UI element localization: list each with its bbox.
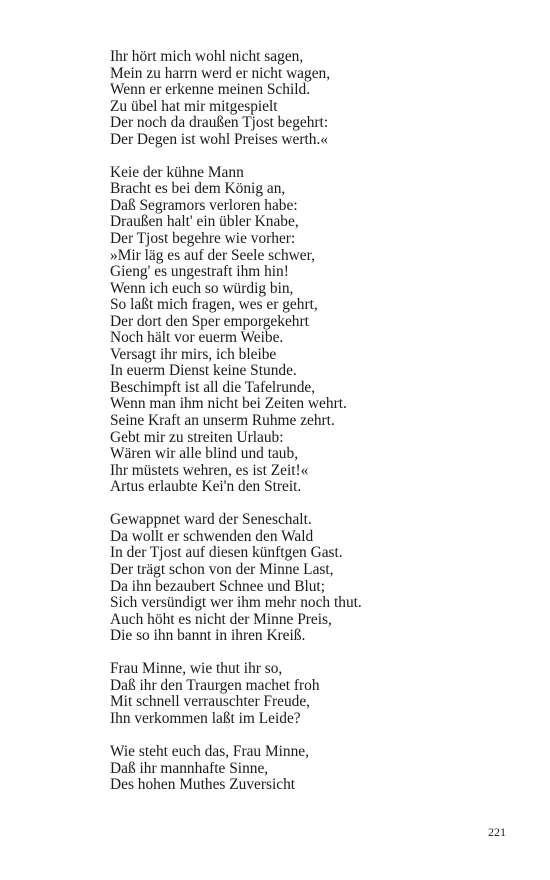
verse-line: Ihr müstets wehren, es ist Zeit!« xyxy=(110,461,309,479)
verse-line: Der Degen ist wohl Preises werth.« xyxy=(110,130,328,148)
verse-line: Wenn ich euch so würdig bin, xyxy=(110,279,294,297)
verse-line: Da ihn bezaubert Schnee und Blut; xyxy=(110,577,325,595)
verse-line: Sich versündigt wer ihm mehr noch thut. xyxy=(110,594,362,612)
verse-line: Der noch da draußen Tjost begehrt: xyxy=(110,114,329,132)
verse-line: Draußen halt' ein übler Knabe, xyxy=(110,213,299,231)
verse-line: Der Tjost begehre wie vorher: xyxy=(110,230,296,248)
verse-line: Zu übel hat mir mitgespielt xyxy=(110,97,278,115)
verse-line: In der Tjost auf diesen künftgen Gast. xyxy=(110,544,343,562)
verse-line: Gieng' es ungestraft ihm hin! xyxy=(110,263,289,281)
stanza xyxy=(110,49,510,148)
verse-line: Ihr hört mich wohl nicht sagen, xyxy=(110,48,304,65)
verse-line: Seine Kraft an unserm Ruhme zehrt. xyxy=(110,412,335,430)
verse-line: Mein zu harrn werd er nicht wagen, xyxy=(110,64,331,82)
verse-line: In euerm Dienst keine Stunde. xyxy=(110,362,297,380)
verse-line: Daß ihr den Traurgen machet froh xyxy=(110,676,320,694)
verse-line: Frau Minne, wie thut ihr so, xyxy=(110,660,283,678)
verse-line: Da wollt er schwenden den Wald xyxy=(110,527,314,545)
verse-line: Wären wir alle blind und taub, xyxy=(110,445,299,463)
stanza xyxy=(110,165,510,496)
verse-line: »Mir läg es auf der Seele schwer, xyxy=(110,246,315,264)
stanza xyxy=(110,744,510,794)
verse-line: Die so ihn bannt in ihren Kreiß. xyxy=(110,627,306,645)
page-number: 221 xyxy=(488,825,506,839)
verse-line: Versagt ihr mirs, ich bleibe xyxy=(110,345,277,363)
verse-line: Wie steht euch das, Frau Minne, xyxy=(110,742,309,760)
verse-line: Noch hält vor euerm Weibe. xyxy=(110,329,284,347)
verse-line: Beschimpft ist all die Tafelrunde, xyxy=(110,378,316,396)
verse-text xyxy=(110,49,510,794)
stanza xyxy=(110,661,510,727)
verse-line: Artus erlaubte Kei'n den Streit. xyxy=(110,478,302,496)
verse-line: Mit schnell verrauschter Freude, xyxy=(110,693,311,711)
verse-line: Keie der kühne Mann xyxy=(110,163,244,181)
verse-line: Wenn er erkenne meinen Schild. xyxy=(110,81,311,99)
verse-line: Der dort den Sper emporgekehrt xyxy=(110,312,309,330)
verse-line: Daß Segramors verloren habe: xyxy=(110,196,298,214)
verse-line: Gebt mir zu streiten Urlaub: xyxy=(110,428,284,446)
verse-line: Gewappnet ward der Seneschalt. xyxy=(110,511,312,529)
verse-line: Der trägt schon von der Minne Last, xyxy=(110,560,334,578)
verse-line: Daß ihr mannhafte Sinne, xyxy=(110,759,269,777)
verse-line: Wenn man ihm nicht bei Zeiten wehrt. xyxy=(110,395,347,413)
verse-line: Bracht es bei dem König an, xyxy=(110,180,286,198)
verse-line: Auch höht es nicht der Minne Preis, xyxy=(110,610,332,628)
verse-line: Ihn verkommen laßt im Leide? xyxy=(110,709,301,727)
verse-line: So laßt mich fragen, wes er gehrt, xyxy=(110,296,318,314)
stanza xyxy=(110,512,510,644)
verse-line: Des hohen Muthes Zuversicht xyxy=(110,776,296,794)
